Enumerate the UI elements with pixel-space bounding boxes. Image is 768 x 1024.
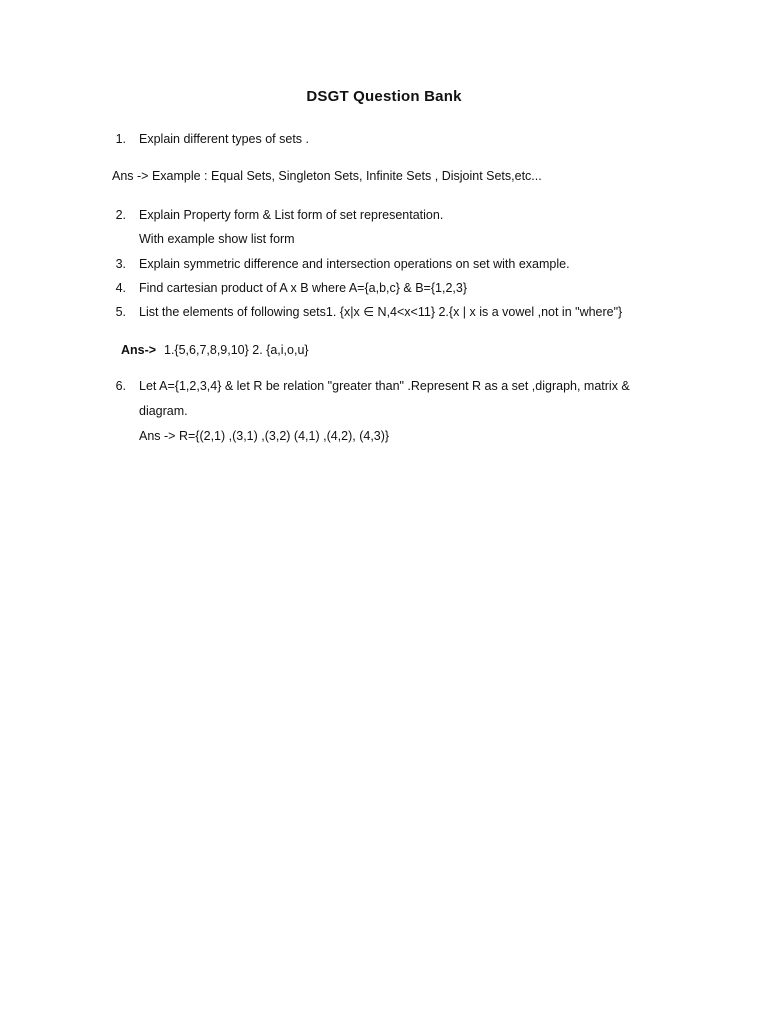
question-3-text: Explain symmetric difference and intersection operations on set with example.: [139, 257, 570, 271]
page-title: DSGT Question Bank: [306, 88, 462, 105]
answer-1-text: Ans -> Example : Equal Sets, Singleton Sets, Infinite Sets , Disjoint Sets,etc...: [112, 169, 542, 183]
question-3-number: 3.: [115, 257, 126, 271]
question-2-text-line-2: With example show list form: [139, 232, 295, 246]
question-6-text: Let A={1,2,3,4} & let R be relation "greater than" .Represent R as a set ,digraph, matrix &: [139, 379, 630, 393]
question-5-number: 5.: [115, 305, 126, 319]
question-6-text-line-2: diagram.: [139, 404, 188, 418]
question-4-number: 4.: [115, 281, 126, 295]
question-5-text: List the elements of following sets1. {x|x ∈ N,4<x<11} 2.{x | x is a vowel ,not in "where"}: [139, 305, 623, 319]
question-1-text: Explain different types of sets .: [139, 132, 310, 146]
question-2-number: 2.: [115, 208, 126, 222]
answer-5-label: Ans->: [121, 343, 157, 357]
question-2-text: Explain Property form & List form of set representation.: [139, 208, 444, 222]
answer-6-text: Ans -> R={(2,1) ,(3,1) ,(3,2) (4,1) ,(4,2), (4,3)}: [139, 429, 390, 443]
question-6-number: 6.: [115, 379, 126, 393]
question-4-text: Find cartesian product of A x B where A={a,b,c} & B={1,2,3}: [139, 281, 467, 295]
question-1-number: 1.: [115, 132, 126, 146]
answer-5-text: 1.{5,6,7,8,9,10} 2. {a,i,o,u}: [164, 343, 309, 357]
